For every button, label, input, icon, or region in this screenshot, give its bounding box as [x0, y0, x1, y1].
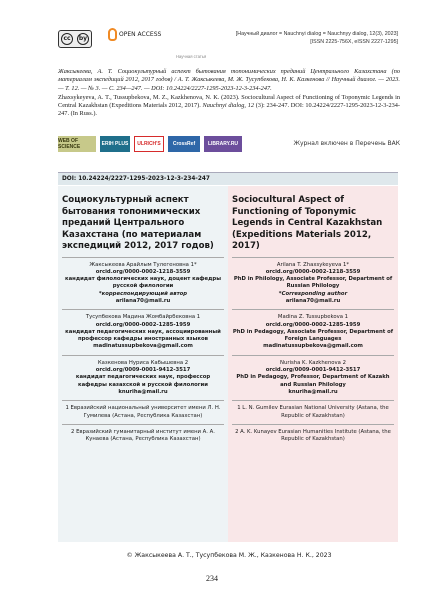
affiliation-2-en: 2 A. K. Kunayev Eurasian Humanities Institute (Astana, the Republic of Kazakhstan)	[235, 428, 391, 443]
author-degree: PhD in Philology, Associate Professor, Department of Russian Philology	[233, 276, 393, 290]
author-1-en	[228, 262, 398, 306]
vak-note: Журнал включен в Перечень ВАК	[293, 140, 400, 147]
author-note: *Corresponding author	[278, 290, 348, 297]
author-name: Тусупбекова Мадина Жомбайрбековна 1	[85, 314, 201, 321]
author-degree: кандидат педагогических наук, профессор кафедры казахской и русской филологии	[75, 374, 211, 388]
author-degree: PhD in Pedagogy, Associate Professor, Department of Foreign Languages	[232, 328, 394, 343]
crossref-logo[interactable]: CrossRef	[168, 136, 200, 152]
author-orcid[interactable]: orcid.org/0000-0002-1285-1959	[265, 321, 361, 328]
journal-header	[58, 28, 398, 66]
citation-english	[58, 94, 400, 119]
author-orcid[interactable]: orcid.org/0000-0002-1218-3559	[95, 268, 191, 275]
index-logos	[58, 134, 400, 156]
open-lock-icon	[108, 28, 117, 41]
author-email[interactable]: arilana70@mail.ru	[115, 297, 171, 304]
author-name: Madina Z. Tussupbekova 1	[277, 314, 349, 321]
ulrichs-logo[interactable]: ULRICH'S	[134, 136, 164, 152]
divider	[232, 355, 394, 356]
citation-english-journal: Nauchnyi dialog, 12	[202, 102, 254, 110]
divider	[232, 257, 394, 258]
open-access-label: OPEN ACCESS	[119, 31, 162, 38]
divider	[232, 424, 394, 425]
author-2-en	[228, 314, 398, 350]
author-email[interactable]: madinatussupbekova@gmail.com	[263, 343, 363, 350]
author-3-ru	[58, 360, 228, 396]
author-orcid[interactable]: orcid.org/0009-0001-9412-3517	[265, 367, 361, 374]
creative-commons-badge[interactable]	[58, 30, 92, 48]
author-2-ru	[58, 314, 228, 350]
author-note: *корреспондирующий автор	[98, 290, 188, 297]
open-access-logo	[108, 28, 161, 41]
doi-bar[interactable]: DOI: 10.24224/2227-1295-2023-12-3-234-247	[58, 172, 398, 185]
divider	[62, 400, 224, 401]
english-panel	[228, 186, 398, 542]
page-number: 234	[206, 574, 218, 583]
author-email[interactable]: knuriha@mail.ru	[288, 388, 338, 395]
by-icon: by	[77, 33, 89, 45]
citation-block	[58, 68, 400, 120]
russian-panel	[58, 186, 228, 542]
english-title: Sociocultural Aspect of Functioning of Toponymic Legends in Central Kazakhstan (Expeditions Materials 2012, 2017)	[232, 195, 383, 251]
affiliation-1-ru: 1 Евразийский национальный университет имени Л. Н. Гумилева (Астана, Республика Казахстан)	[65, 405, 221, 419]
author-1-ru	[58, 262, 228, 306]
author-name: Казкенова Нуриса Кабышевна 2	[97, 359, 189, 366]
web-of-science-logo[interactable]: WEB OF SCIENCE	[58, 136, 96, 152]
divider	[62, 257, 224, 258]
divider	[62, 309, 224, 310]
divider	[232, 309, 394, 310]
elibrary-logo[interactable]: LIBRARY.RU	[204, 136, 242, 152]
affiliation-1-en: 1 L. N. Gumilev Eurasian National University (Astana, the Republic of Kazakhstan)	[237, 405, 389, 419]
author-3-en	[228, 360, 398, 396]
russian-title: Социокультурный аспект бытования топонимических преданий Центрального Казахстана (по материалам экспедиций 2012, 2017 годов)	[62, 195, 214, 251]
citation-english-tail: (3): 234-247. DOI: 10.24224/2227-1295-2023-12-3-234-247. (In Russ.).	[58, 102, 401, 118]
author-name: Жаксыкеева Арайлым Тулегеновна 1*	[89, 261, 197, 268]
cc-icon: cc	[61, 33, 73, 45]
author-degree: PhD in Pedagogy, Professor, Department of Kazakh and Russian Philology	[236, 374, 390, 388]
erih-plus-logo[interactable]: ERIH PLUS	[100, 136, 130, 152]
article-type-note: Научная статья	[176, 54, 207, 59]
author-name: Nurisha K. Kazkhenova 2	[280, 359, 346, 366]
author-email[interactable]: knuriha@mail.ru	[118, 388, 168, 395]
author-degree: кандидат филологических наук, доцент кафедры русской филологии	[64, 276, 222, 290]
affiliation-2-ru: 2 Евразийский гуманитарный институт имени А. А. Кунаева (Астана, Республика Казахстан)	[71, 428, 215, 443]
divider	[62, 424, 224, 425]
author-degree: кандидат педагогических наук, ассоциированный профессор кафедры иностранных языков	[65, 328, 221, 343]
citation-english-main: Zhaxsykeyeva, A. T., Tussupbekova, M. Z., Kazkhenova, N. K. (2023). Sociocultural Aspect of Functioning of Toponymic Legends in Central Kazakhstan (Expeditions Materials 2012, 2017).	[58, 93, 400, 110]
journal-title-line: [Научный диалог = Nauchnyi dialog = Nauchnyy dialog, 12(3), 2023]	[235, 31, 398, 37]
author-email[interactable]: arilana70@mail.ru	[285, 297, 341, 304]
author-orcid[interactable]: orcid.org/0000-0002-1285-1959	[95, 321, 191, 328]
author-orcid[interactable]: orcid.org/0009-0001-9412-3517	[95, 367, 191, 374]
issn-line: [ISSN 2225-756X, eISSN 2227-1295]	[310, 39, 398, 45]
author-name: Arilana T. Zhaxsykeyeva 1*	[276, 261, 350, 268]
author-orcid[interactable]: orcid.org/0000-0002-1218-3559	[265, 268, 361, 275]
divider	[62, 355, 224, 356]
journal-info	[188, 30, 398, 46]
divider	[232, 400, 394, 401]
citation-russian: Жаксыкеева, А. Т. Социокультурный аспект бытования топонимических преданий Центрального Казахстана (по материалам экспедиций 2012, 2017 годов) / А. Т. Жаксыкеева, М. Ж. Тусупбекова, Н. К. Казкенова // Научный диалог. — 2023. — Т. 12. — № 3. — С. 234—247. — DOI: 10.24224/2227-1295-2023-12-3-234-247.	[58, 68, 400, 92]
author-email[interactable]: madinatussupbekova@gmail.com	[93, 343, 193, 350]
copyright-line: © Жаксыкеева А. Т., Тусупбекова М. Ж., Казкенова Н. К., 2023	[126, 552, 332, 559]
